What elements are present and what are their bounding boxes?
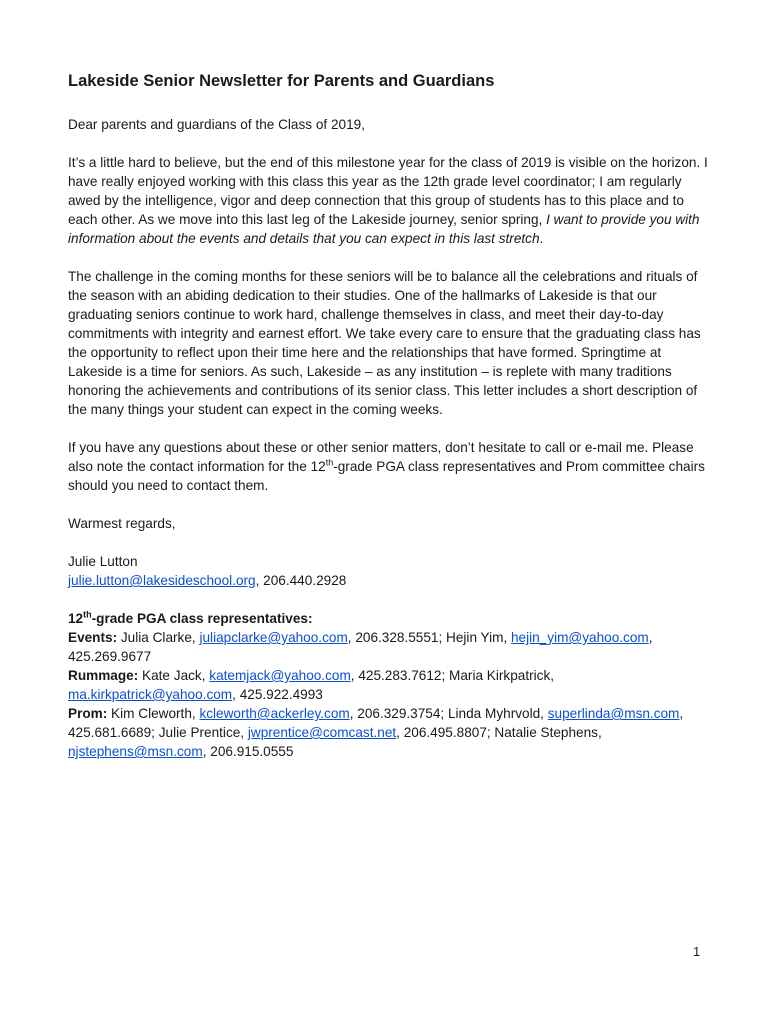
contact-text-after: -grade PGA class representatives and Prom committee chairs should you need to contact them. xyxy=(68,459,705,493)
closing: Warmest regards, xyxy=(68,516,176,531)
prom-text-5: , 206.915.0555 xyxy=(202,744,294,759)
heading-superscript: th xyxy=(83,609,92,620)
rummage-email-link-2[interactable]: ma.kirkpatrick@yahoo.com xyxy=(68,687,233,702)
events-text-3: , 425.269.9677 xyxy=(68,630,653,664)
signature-block xyxy=(68,552,708,590)
heading-number: 12 xyxy=(68,611,84,626)
contact-superscript: th xyxy=(325,457,334,468)
intro-italic-text: I want to provide you with information about the events and details that you can expect in this last stretch xyxy=(68,212,700,246)
prom-email-link-1[interactable]: kcleworth@ackerley.com xyxy=(199,706,350,721)
events-reps xyxy=(68,628,708,666)
signature-email-link[interactable]: julie.lutton@lakesideschool.org xyxy=(68,573,256,588)
representatives-section xyxy=(68,609,708,761)
rummage-email-link-1[interactable]: katemjack@yahoo.com xyxy=(209,668,351,683)
contact-paragraph xyxy=(68,438,708,495)
signature-name: Julie Lutton xyxy=(68,554,138,569)
prom-text-1: Kim Cleworth, xyxy=(107,706,200,721)
events-email-link-1[interactable]: juliapclarke@yahoo.com xyxy=(199,630,348,645)
events-email-link-2[interactable]: hejin_yim@yahoo.com xyxy=(511,630,649,645)
rummage-reps xyxy=(68,666,708,704)
rummage-text-3: , 425.922.4993 xyxy=(232,687,323,702)
prom-email-link-2[interactable]: superlinda@msn.com xyxy=(547,706,680,721)
events-text-2: , 206.328.5551; Hejin Yim, xyxy=(347,630,511,645)
intro-text: It’s a little hard to believe, but the end of this milestone year for the class of 2019 is visible on the horizon. I have really enjoyed working with this class this year as the 12th grade level coordinator; I am regularly awed by the intelligence, vigor and deep connection that this group of students has to this place and to each other. As we move into this last leg of the Lakeside journey, senior spring, xyxy=(68,155,708,227)
prom-text-3: , 425.681.6689; Julie Prentice, xyxy=(68,706,684,740)
signature-phone: , 206.440.2928 xyxy=(255,573,347,588)
rummage-text-1: Kate Jack, xyxy=(138,668,210,683)
prom-text-2: , 206.329.3754; Linda Myhrvold, xyxy=(349,706,548,721)
newsletter-body xyxy=(68,70,708,761)
prom-label: Prom: xyxy=(68,706,108,721)
events-text-1: Julia Clarke, xyxy=(117,630,200,645)
contact-text-before: If you have any questions about these or other senior matters, don’t hesitate to call or e-mail me. Please also note the contact information for the 12 xyxy=(68,440,694,474)
prom-email-link-3[interactable]: jwprentice@comcast.net xyxy=(247,725,397,740)
heading-text: -grade PGA class representatives: xyxy=(91,611,313,626)
intro-end: . xyxy=(539,231,544,246)
prom-email-link-4[interactable]: njstephens@msn.com xyxy=(68,744,203,759)
representatives-heading xyxy=(68,609,708,628)
rummage-text-2: , 425.283.7612; Maria Kirkpatrick, xyxy=(350,668,555,683)
challenge-paragraph: The challenge in the coming months for these seniors will be to balance all the celebrations and rituals of the season with an abiding dedication to their studies. One of the hallmarks of Lakeside is that our graduating seniors continue to work hard, challenge themselves in class, and meet their day-to-day commitments with integrity and earnest effort. We take every care to ensure that the graduating class has the opportunity to reflect upon their time here and the relationships that have formed. Springtime at Lakeside is a time for seniors. As such, Lakeside – as any institution – is replete with many traditions honoring the achievements and contributions of its senior class. This letter includes a short description of the many things your student can expect in the coming weeks. xyxy=(68,269,701,417)
greeting: Dear parents and guardians of the Class of 2019, xyxy=(68,117,365,132)
intro-paragraph xyxy=(68,153,708,248)
prom-reps xyxy=(68,704,708,761)
prom-text-4: , 206.495.8807; Natalie Stephens, xyxy=(396,725,602,740)
newsletter-title: Lakeside Senior Newsletter for Parents and Guardians xyxy=(68,72,495,90)
rummage-label: Rummage: xyxy=(68,668,139,683)
page-number: 1 xyxy=(693,944,701,959)
events-label: Events: xyxy=(68,630,118,645)
